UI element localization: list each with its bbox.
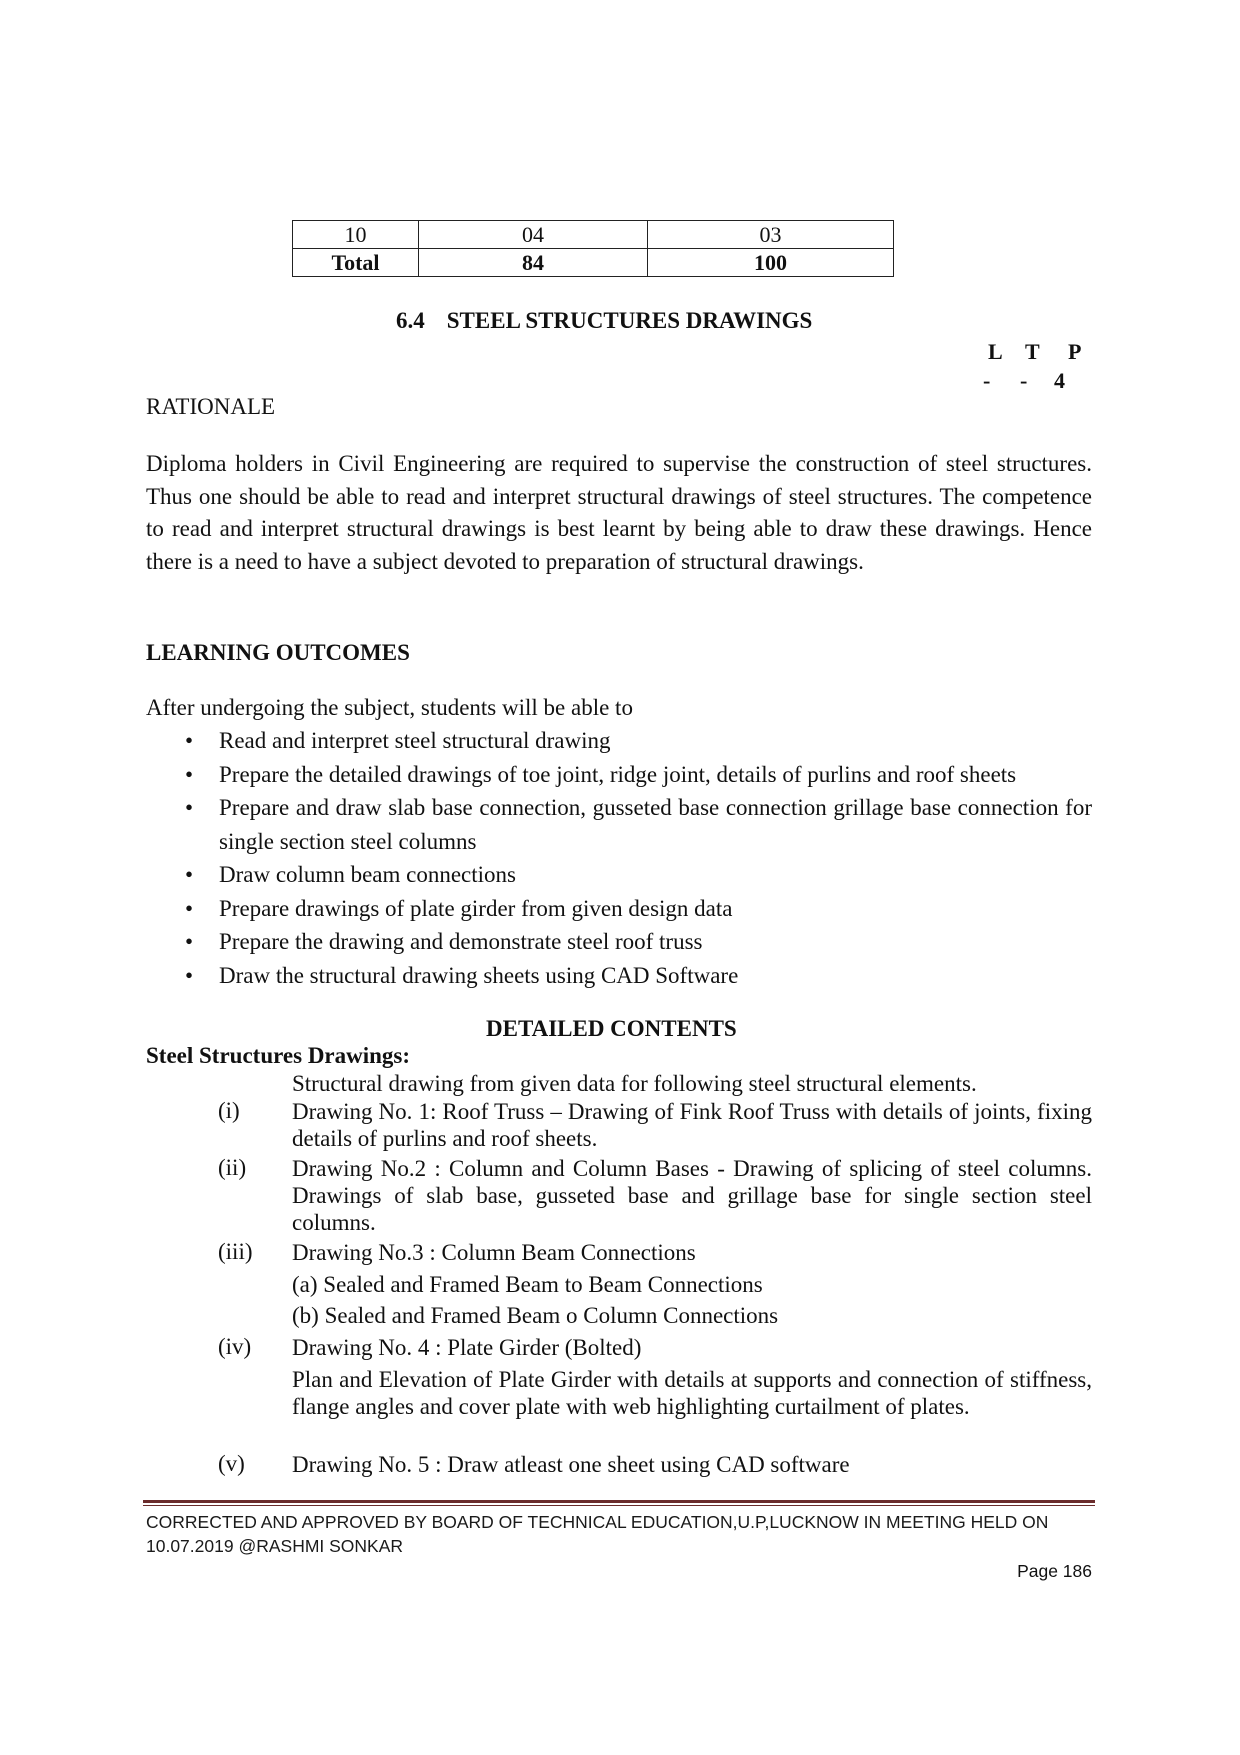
outcomes-heading: LEARNING OUTCOMES	[146, 640, 410, 665]
list-item	[146, 925, 1092, 959]
outcomes-list	[146, 724, 1092, 992]
table-row-total	[293, 249, 894, 277]
bullet-icon: •	[185, 962, 194, 988]
item-text: Drawing No.2 : Column and Column Bases - Drawing of splicing of steel columns. Drawings of slab base, gusseted base and grillage base for single section steel columns.	[292, 1156, 1092, 1235]
table-row	[293, 221, 894, 249]
marks-table	[292, 220, 894, 277]
footer-note	[146, 1510, 1092, 1558]
item-text: Drawing No. 5 : Draw atleast one sheet using CAD software	[292, 1452, 850, 1477]
bullet-icon: •	[185, 761, 194, 787]
list-item	[146, 959, 1092, 993]
ltp-header-t: T	[1025, 339, 1040, 364]
item-number: (v)	[218, 1451, 245, 1476]
list-item	[146, 858, 1092, 892]
bullet-icon: •	[185, 728, 194, 753]
list-item	[146, 791, 1092, 858]
ltp-header-p: P	[1068, 339, 1082, 364]
list-item-text: Prepare and draw slab base connection, gusseted base connection grillage base connection for single section steel columns	[219, 795, 1092, 854]
list-item	[146, 724, 1092, 758]
table-cell: 100	[648, 249, 894, 277]
list-item-text: Draw column beam connections	[219, 862, 516, 887]
rationale-label: RATIONALE	[146, 394, 276, 419]
item-number: (iii)	[218, 1239, 253, 1264]
item-text: (b) Sealed and Framed Beam o Column Connections	[292, 1303, 779, 1328]
bullet-icon: •	[185, 862, 194, 887]
ltp-header-l: L	[988, 339, 1003, 364]
ltp-value-l: -	[983, 368, 991, 393]
footer-line-1: CORRECTED AND APPROVED BY BOARD OF TECHNICAL EDUCATION,U.P,LUCKNOW IN MEETING HELD ON	[146, 1512, 1049, 1532]
list-item	[146, 892, 1092, 926]
page-number: Page 186	[1017, 1561, 1092, 1581]
list-item-text: Read and interpret steel structural drawing	[219, 728, 611, 753]
item-number: (i)	[218, 1098, 240, 1123]
section-number: 6.4	[396, 308, 425, 333]
list-item-text: Draw the structural drawing sheets using CAD Software	[219, 962, 739, 988]
table-cell: 84	[419, 249, 648, 277]
item-text: Plan and Elevation of Plate Girder with details at supports and connection of stiffness, flange angles and cover plate with web highlighting curtailment of plates.	[292, 1367, 1092, 1419]
item-text: Drawing No. 1: Roof Truss – Drawing of Fink Roof Truss with details of joints, fixing details of purlins and roof sheets.	[292, 1099, 1092, 1151]
rationale-text: Diploma holders in Civil Engineering are required to supervise the construction of steel structures. Thus one should be able to read and interpret structural drawings of steel structures. The competence to read and interpret structural drawings is best learnt by being able to draw these drawings. Hence there is a need to have a subject devoted to preparation of structural drawings.	[146, 451, 1092, 574]
list-item-text: Prepare drawings of plate girder from given design data	[219, 895, 733, 921]
ltp-value-p: 4	[1054, 368, 1065, 393]
item-number: (ii)	[218, 1155, 247, 1180]
ltp-value-t: -	[1020, 368, 1028, 393]
item-number: (iv)	[218, 1334, 252, 1359]
table-cell: 04	[419, 221, 648, 249]
footer-line-2: 10.07.2019 @RASHMI SONKAR	[146, 1536, 404, 1556]
contents-subheading: Steel Structures Drawings:	[146, 1043, 411, 1068]
table-cell: 10	[293, 221, 419, 249]
list-item-text: Prepare the drawing and demonstrate steel roof truss	[219, 929, 703, 954]
section-title	[396, 308, 812, 334]
item-text: (a) Sealed and Framed Beam to Beam Connections	[292, 1272, 763, 1297]
bullet-icon: •	[185, 895, 194, 921]
bullet-icon: •	[185, 795, 194, 820]
contents-heading: DETAILED CONTENTS	[486, 1016, 737, 1041]
item-text: Drawing No.3 : Column Beam Connections	[292, 1240, 696, 1265]
footer-divider-thin	[143, 1505, 1095, 1506]
list-item	[146, 758, 1092, 792]
contents-intro: Structural drawing from given data for following steel structural elements.	[292, 1071, 977, 1096]
outcomes-intro: After undergoing the subject, students will be able to	[146, 695, 633, 720]
section-title-text: STEEL STRUCTURES DRAWINGS	[446, 308, 813, 333]
item-text: Drawing No. 4 : Plate Girder (Bolted)	[292, 1335, 642, 1360]
footer-divider	[143, 1500, 1095, 1503]
bullet-icon: •	[185, 929, 194, 954]
table-cell: 03	[648, 221, 894, 249]
table-cell: Total	[293, 249, 419, 277]
list-item-text: Prepare the detailed drawings of toe joint, ridge joint, details of purlins and roof sheets	[219, 761, 1017, 787]
